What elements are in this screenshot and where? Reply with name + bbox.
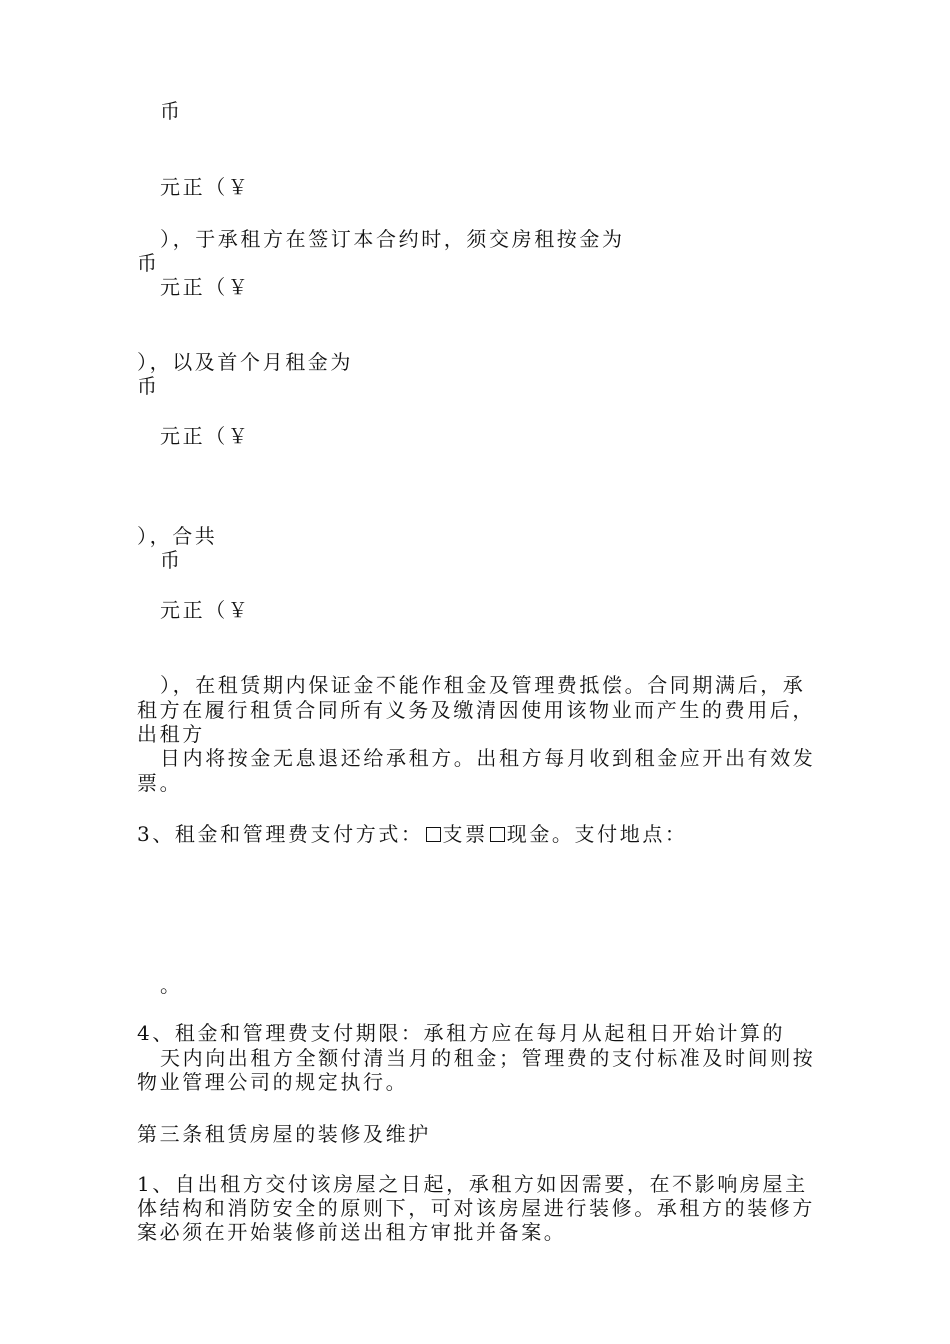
text-line: ），以及首个月租金为 (137, 350, 353, 374)
text-line: 天内向出租方全额付清当月的租金；管理费的支付标准及时间则按 (160, 1046, 816, 1070)
text-line: ），合共 (137, 524, 218, 548)
section-heading: 第三条租赁房屋的装修及维护 (137, 1122, 431, 1146)
text-line: 币 (160, 548, 183, 572)
text-line: 租方在履行租赁合同所有义务及缴清因使用该物业而产生的费用后， (137, 698, 815, 722)
text-line: ），在租赁期内保证金不能作租金及管理费抵偿。合同期满后，承 (160, 673, 806, 697)
text-line: 币 (137, 374, 160, 398)
text-line: 元正（￥ (160, 275, 251, 299)
text-line: 币 (137, 251, 160, 275)
text-line: 4、租金和管理费支付期限：承租方应在每月从起租日开始计算的 (137, 1021, 786, 1045)
text-line: ），于承租方在签订本合约时，须交房租按金为 (160, 227, 625, 251)
payment-method-label: 3、租金和管理费支付方式： (137, 822, 424, 846)
payment-method-line (137, 822, 688, 846)
text-line: 元正（￥ (160, 175, 251, 199)
cheque-checkbox[interactable] (426, 827, 441, 842)
text-line: 物业管理公司的规定执行。 (137, 1070, 409, 1094)
text-line: 1、自出租方交付该房屋之日起，承租方如因需要，在不影响房屋主 (137, 1172, 808, 1196)
text-line: 元正（￥ (160, 598, 251, 622)
text-line: 出租方 (137, 722, 205, 746)
cash-checkbox[interactable] (490, 827, 505, 842)
cheque-label: 支票 (442, 822, 488, 846)
text-line: 票。 (137, 771, 183, 795)
cash-label: 现金。支付地点： (506, 822, 688, 846)
text-line: 案必须在开始装修前送出租方审批并备案。 (137, 1220, 567, 1244)
text-line: 币 (160, 99, 183, 123)
text-line: 体结构和消防安全的原则下，可对该房屋进行装修。承租方的装修方 (137, 1196, 815, 1220)
text-line: 。 (160, 973, 183, 997)
text-line: 元正（￥ (160, 424, 251, 448)
text-line: 日内将按金无息退还给承租方。出租方每月收到租金应开出有效发 (160, 746, 816, 770)
